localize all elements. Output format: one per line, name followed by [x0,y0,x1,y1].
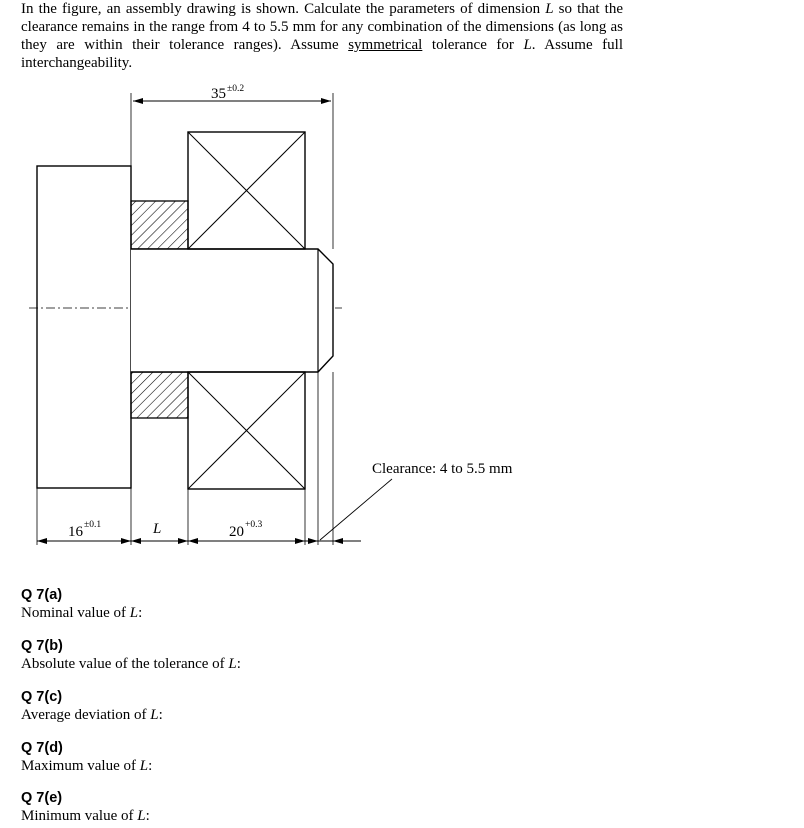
clearance-label: Clearance: 4 to 5.5 mm [372,461,513,477]
variable-L: L [545,1,554,17]
problem-text-4: . Assume full interchangeability. [21,37,623,71]
dim-L-label: L [153,521,162,537]
question-heading: Q 7(a) [21,587,63,603]
problem-text-3: tolerance for [422,37,524,53]
question-heading: Q 7(e) [21,790,63,806]
spacer-bottom [131,372,188,418]
problem-text-2: so that the clearance remains in the range from 4 to 5.5 mm for any combination of the dimensions (as long as they are within their tolerance ranges). Assume [21,1,623,53]
question-7a [21,587,142,622]
question-7e [21,790,150,825]
question-text: Absolute value of the tolerance of L: [21,656,241,672]
question-text: Average deviation of L: [21,707,163,723]
left-flange [37,166,131,488]
question-heading: Q 7(d) [21,740,63,756]
dim-20-value: 20 [229,524,244,540]
question-heading: Q 7(c) [21,689,63,705]
question-7d [21,740,152,775]
question-text: Nominal value of L: [21,605,143,621]
underlined-word: symmetrical [348,37,423,53]
problem-text-1: In the figure, an assembly drawing is shown. Calculate the parameters of dimension [21,1,546,17]
shaft [131,249,333,372]
question-text: Maximum value of L: [21,758,153,774]
dim-16-tolerance: ±0.1 [84,520,102,530]
question-text: Minimum value of L: [21,808,150,824]
spacer-top [131,201,188,249]
bearing-bottom [188,372,305,489]
dim-16-value: 16 [68,524,83,540]
dim-35-tolerance: ±0.2 [227,84,245,94]
question-7b [21,638,241,673]
question-7c [21,689,163,724]
bearing-top [188,132,305,249]
dim-35-value: 35 [211,86,226,102]
dim-20-tolerance: +0.3 [245,520,263,530]
clearance-leader-line [320,479,392,540]
variable-L: L [523,37,532,53]
question-heading: Q 7(b) [21,638,63,654]
